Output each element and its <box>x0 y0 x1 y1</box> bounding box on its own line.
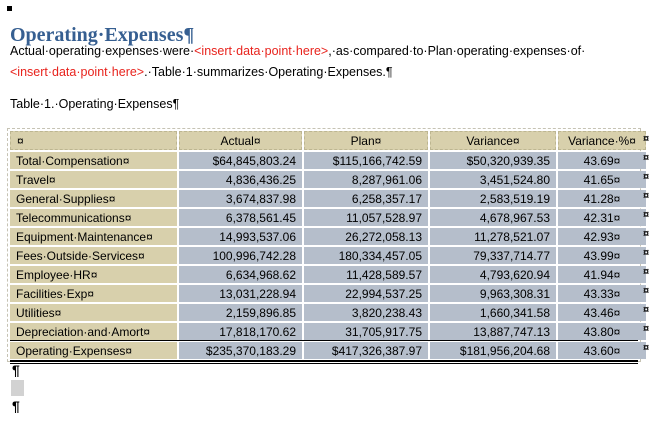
actual-value-cell[interactable]: 17,818,170.62 <box>179 323 302 340</box>
table-row <box>10 266 646 283</box>
page-title[interactable]: Operating·Expenses¶ <box>10 24 195 47</box>
table-row <box>10 209 646 226</box>
plan-value-cell[interactable]: $417,326,387.97 <box>304 342 428 359</box>
operating-expenses-table <box>8 129 648 361</box>
row-label-cell[interactable]: Depreciation·and·Amort¤ <box>10 323 177 340</box>
empty-paragraph-mark-1[interactable]: ¶ <box>12 362 20 378</box>
table-header-row <box>10 131 646 150</box>
row-label-cell[interactable]: Utilities¤ <box>10 304 177 321</box>
row-label-cell[interactable]: Employee·HR¤ <box>10 266 177 283</box>
intro-paragraph-line-2[interactable] <box>10 62 585 83</box>
selection-highlight-rect <box>11 380 24 396</box>
variance-value-cell[interactable]: 2,583,519.19 <box>430 190 556 207</box>
plan-value-cell[interactable]: 180,334,457.05 <box>304 247 428 264</box>
total-row-bottom-double-rule <box>10 360 638 364</box>
table-body <box>10 152 646 359</box>
variance-value-cell[interactable]: 4,678,967.53 <box>430 209 556 226</box>
data-point-placeholder-1[interactable]: <insert·data·point·here> <box>194 44 329 58</box>
row-label-cell[interactable]: Telecommunications¤ <box>10 209 177 226</box>
variance-value-cell[interactable]: 11,278,521.07 <box>430 228 556 245</box>
heading-keep-with-next-square-marker <box>7 6 12 11</box>
end-of-row-marker: ¤ <box>643 190 650 202</box>
header-cell-plan[interactable]: Plan¤ <box>304 131 428 150</box>
row-label-cell[interactable]: Operating·Expenses¤ <box>10 342 177 359</box>
plan-value-cell[interactable]: 31,705,917.75 <box>304 323 428 340</box>
intro-text-part2: ,·as·compared·to·Plan·operating·expenses·of· <box>328 44 586 58</box>
end-of-row-marker-column <box>643 130 649 358</box>
actual-value-cell[interactable]: $235,370,183.29 <box>179 342 302 359</box>
actual-value-cell[interactable]: 6,634,968.62 <box>179 266 302 283</box>
plan-value-cell[interactable]: 22,994,537.25 <box>304 285 428 302</box>
variance-value-cell[interactable]: $181,956,204.68 <box>430 342 556 359</box>
operating-expenses-table-wrap <box>7 128 641 362</box>
end-of-row-marker: ¤ <box>643 247 650 259</box>
intro-text-part3: .·Table·1·summarizes·Operating·Expenses.¶ <box>144 65 393 79</box>
variance-value-cell[interactable]: 9,963,308.31 <box>430 285 556 302</box>
row-label-cell[interactable]: Total·Compensation¤ <box>10 152 177 169</box>
variance-pct-value-cell[interactable]: 43.60¤ <box>558 342 646 359</box>
plan-value-cell[interactable]: 11,428,589.57 <box>304 266 428 283</box>
end-of-row-marker: ¤ <box>643 304 650 316</box>
intro-text-part1: Actual·operating·expenses·were· <box>10 44 195 58</box>
plan-value-cell[interactable]: 8,287,961.06 <box>304 171 428 188</box>
row-label-cell[interactable]: Equipment·Maintenance¤ <box>10 228 177 245</box>
plan-value-cell[interactable]: 26,272,058.13 <box>304 228 428 245</box>
variance-pct-value-cell[interactable]: 41.94¤ <box>558 266 646 283</box>
variance-pct-value-cell[interactable]: 43.80¤ <box>558 323 646 340</box>
variance-pct-value-cell[interactable]: 42.93¤ <box>558 228 646 245</box>
table-row <box>10 228 646 245</box>
end-of-row-marker: ¤ <box>643 171 650 183</box>
row-label-cell[interactable]: General·Supplies¤ <box>10 190 177 207</box>
variance-value-cell[interactable]: 4,793,620.94 <box>430 266 556 283</box>
intro-paragraph-line-1[interactable] <box>10 41 585 62</box>
header-cell-variance[interactable]: Variance¤ <box>430 131 556 150</box>
total-row-top-rule <box>10 340 638 341</box>
end-of-row-marker: ¤ <box>643 133 650 145</box>
variance-pct-value-cell[interactable]: 43.99¤ <box>558 247 646 264</box>
variance-value-cell[interactable]: 79,337,714.77 <box>430 247 556 264</box>
plan-value-cell[interactable]: 3,820,238.43 <box>304 304 428 321</box>
variance-pct-value-cell[interactable]: 43.69¤ <box>558 152 646 169</box>
row-label-cell[interactable]: Travel¤ <box>10 171 177 188</box>
empty-paragraph-mark-2[interactable]: ¶ <box>12 398 20 414</box>
table-row <box>10 171 646 188</box>
table-row <box>10 247 646 264</box>
plan-value-cell[interactable]: 6,258,357.17 <box>304 190 428 207</box>
variance-value-cell[interactable]: 3,451,524.80 <box>430 171 556 188</box>
plan-value-cell[interactable]: 11,057,528.97 <box>304 209 428 226</box>
actual-value-cell[interactable]: $64,845,803.24 <box>179 152 302 169</box>
end-of-row-marker: ¤ <box>643 323 650 335</box>
header-cell-variance-pct[interactable]: Variance·%¤ <box>558 131 646 150</box>
end-of-row-marker: ¤ <box>643 342 650 354</box>
variance-value-cell[interactable]: $50,320,939.35 <box>430 152 556 169</box>
data-point-placeholder-2[interactable]: <insert·data·point·here> <box>10 65 145 79</box>
row-label-cell[interactable]: Fees·Outside·Services¤ <box>10 247 177 264</box>
end-of-row-marker: ¤ <box>643 152 650 164</box>
variance-pct-value-cell[interactable]: 43.46¤ <box>558 304 646 321</box>
row-label-cell[interactable]: Facilities·Exp¤ <box>10 285 177 302</box>
actual-value-cell[interactable]: 13,031,228.94 <box>179 285 302 302</box>
variance-value-cell[interactable]: 13,887,747.13 <box>430 323 556 340</box>
header-cell-actual[interactable]: Actual¤ <box>179 131 302 150</box>
table-row <box>10 152 646 169</box>
actual-value-cell[interactable]: 6,378,561.45 <box>179 209 302 226</box>
variance-value-cell[interactable]: 1,660,341.58 <box>430 304 556 321</box>
variance-pct-value-cell[interactable]: 41.65¤ <box>558 171 646 188</box>
intro-paragraph[interactable] <box>10 41 585 83</box>
table-row <box>10 342 646 359</box>
actual-value-cell[interactable]: 100,996,742.28 <box>179 247 302 264</box>
variance-pct-value-cell[interactable]: 43.33¤ <box>558 285 646 302</box>
table-row <box>10 190 646 207</box>
header-cell-blank[interactable]: ¤ <box>10 131 177 150</box>
end-of-row-marker: ¤ <box>643 266 650 278</box>
end-of-row-marker: ¤ <box>643 209 650 221</box>
end-of-row-marker: ¤ <box>643 285 650 297</box>
variance-pct-value-cell[interactable]: 42.31¤ <box>558 209 646 226</box>
table-row <box>10 304 646 321</box>
table-caption[interactable]: Table·1.·Operating·Expenses¶ <box>10 97 180 111</box>
end-of-row-marker: ¤ <box>643 228 650 240</box>
actual-value-cell[interactable]: 4,836,436.25 <box>179 171 302 188</box>
actual-value-cell[interactable]: 14,993,537.06 <box>179 228 302 245</box>
variance-pct-value-cell[interactable]: 41.28¤ <box>558 190 646 207</box>
table-row <box>10 323 646 340</box>
actual-value-cell[interactable]: 3,674,837.98 <box>179 190 302 207</box>
actual-value-cell[interactable]: 2,159,896.85 <box>179 304 302 321</box>
plan-value-cell[interactable]: $115,166,742.59 <box>304 152 428 169</box>
table-row <box>10 285 646 302</box>
